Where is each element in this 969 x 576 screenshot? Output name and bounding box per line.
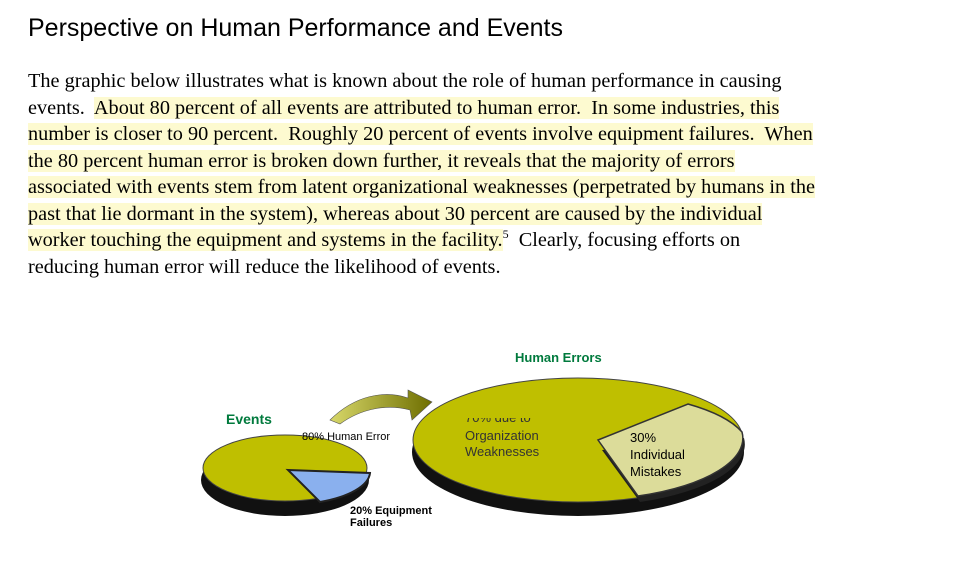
org-label-overlap [460,408,585,418]
text-run: reducing human error will reduce the likelihood of events. [28,255,501,278]
equipment-label-line1: 20% Equipment [350,505,432,517]
text-run: Clearly, focusing efforts on [508,229,741,251]
highlighted-text: associated with events stem from latent organizational weaknesses (perpetrated by humans in the [28,176,815,198]
text-run: The graphic below illustrates what is known about the role of human performance in causing [28,70,782,92]
events-title: Events [226,411,272,427]
highlighted-text: number is closer to 90 percent. Roughly 20 percent of events involve equipment failures. [28,123,765,145]
highlighted-text: When [764,123,813,145]
highlighted-text: past that lie dormant in the system), whereas about 30 percent are caused by the individual [28,202,763,225]
highlighted-text: worker touching the equipment and systems in the facility. [28,229,503,251]
highlighted-text: the 80 percent human error is broken down further, it reveals that the majority of errors [28,149,735,172]
individual-label-line2: Individual [630,447,685,462]
human-error-label: 80% Human Error [302,431,391,443]
human-errors-title: Human Errors [515,350,602,365]
events-pie [201,435,370,516]
highlighted-text: About 80 percent of all events are attributed to human error. In some industries, this [93,96,780,119]
text-run: events. [28,96,94,119]
individual-label-line3: Mistakes [630,464,682,479]
org-label-line2: Organization [465,428,539,443]
curved-arrow-icon [330,390,432,424]
footnote-ref[interactable]: 5 [502,227,509,241]
org-label-line3: Weaknesses [465,444,540,459]
individual-label-line1: 30% [630,430,657,445]
equipment-label-line2: Failures [350,517,393,529]
page-heading: Perspective on Human Performance and Events [28,14,563,42]
human-errors-pie [412,378,745,516]
